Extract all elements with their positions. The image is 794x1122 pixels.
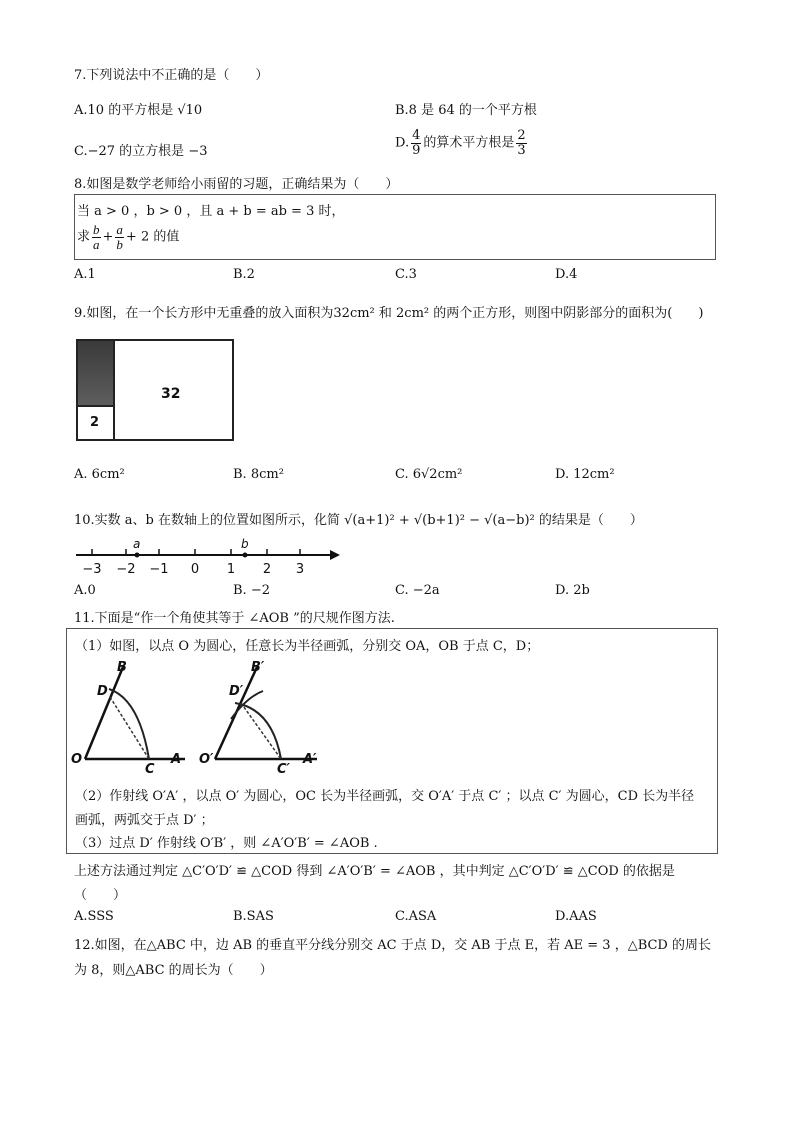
svg-text:A′: A′ [303,752,317,767]
q7-option-d [395,129,529,157]
q10-point-a [135,553,140,558]
svg-text:D′: D′ [229,684,244,699]
svg-text:O: O [71,752,83,767]
segment-c-prime-d-prime [241,703,281,759]
q9-option-c: C. 6√2cm² [395,467,463,482]
q11-conclusion-line-1: 上述方法通过判定 △C′O′D′ ≌ △COD 得到 ∠A′O′B′ = ∠AOB ，其中判定 △C′O′D′ ≌ △COD 的依据是 [74,864,675,879]
svg-text:O′: O′ [199,752,214,767]
q11-step-1: （1）如图，以点 O 为圆心，任意长为半径画弧，分别交 OA，OB 于点 C，D； [75,639,540,654]
svg-text:B′: B′ [251,660,265,675]
q8-expression: 求 $\frac{b}{a}$ + $\frac{a}{b}$ + 2 的值 [77,222,180,252]
q9-shaded-region [78,341,114,406]
q11-construction-box [66,628,718,854]
q8-stem: 8.如图是数学老师给小雨留的习题，正确结果为（ ） [74,177,399,192]
q11-option-b: B.SAS [233,909,274,924]
q10-option-a: A.0 [74,583,96,598]
svg-text:−1: −1 [149,562,169,577]
q10-stem: 10.实数 a、b 在数轴上的位置如图所示，化简 √(a+1)² + √(b+1)² − √(a−b)² 的结果是（ ） [74,513,643,528]
svg-text:B: B [117,660,127,675]
q7-option-c: C.−27 的立方根是 −3 [74,144,208,159]
svg-text:1: 1 [226,562,236,577]
segment-cd [110,697,149,759]
svg-text:3: 3 [295,562,305,577]
q11-step-2-line-2: 画弧，两弧交于点 D′ ； [75,813,214,828]
q11-step-3: （3）过点 D′ 作射线 O′B′ ，则 ∠A′O′B′ = ∠AOB . [75,836,378,851]
q9-option-a: A. 6cm² [74,467,125,482]
q11-construction-figures [67,659,347,779]
ray-ob [85,667,123,759]
q7-d-prefix: D. [395,135,410,151]
q9-option-d: D. 12cm² [555,467,615,482]
q9-stem: 9.如图，在一个长方形中无重叠的放入面积为32cm² 和 2cm² 的两个正方形，则图中阴影部分的面积为( ) [74,306,704,321]
q11-figure-original [71,660,185,777]
q12-line-1: 12.如图，在△ABC 中，边 AB 的垂直平分线分别交 AC 于点 D，交 AB 于点 E，若 AE = 3 ，△BCD 的周长 [74,938,711,953]
q10-point-b [243,553,248,558]
q11-option-c: C.ASA [395,909,437,924]
q10-tick-labels [82,562,304,577]
q7-d-fraction-2: $\frac{2}{3}$ [517,128,526,158]
q7-d-mid: 的算术平方根是 [423,135,515,151]
q7-stem: 7.下列说法中不正确的是（ ） [74,68,269,83]
q8-condition: 当 a > 0 ，b > 0 ，且 a + b = ab = 3 时， [77,204,345,219]
q8-option-a: A.1 [74,267,96,282]
q9-label-2: 2 [90,415,100,430]
svg-text:C: C [145,762,155,777]
q7-option-a: A.10 的平方根是 √10 [74,103,203,118]
svg-text:A: A [171,752,182,767]
q10-number-line [72,535,344,577]
q9-option-b: B. 8cm² [233,467,284,482]
q7-option-b: B.8 是 64 的一个平方根 [395,103,537,118]
q9-rectangle-figure [72,336,236,444]
q8-problem-box [74,194,716,260]
q11-option-a: A.SSS [74,909,114,924]
svg-text:0: 0 [190,562,200,577]
q10-option-c: C. −2a [395,583,440,598]
q10-label-a: a [133,537,141,551]
q11-stem: 11.下面是“作一个角使其等于 ∠AOB ”的尺规作图方法. [74,611,395,626]
q10-option-b: B. −2 [233,583,270,598]
q10-axis-arrow [330,550,340,560]
q9-label-32: 32 [161,386,181,402]
q8-option-c: C.3 [395,267,417,282]
svg-text:−2: −2 [116,562,136,577]
svg-text:2: 2 [262,562,272,577]
q10-option-d: D. 2b [555,583,590,598]
q10-label-b: b [241,537,249,551]
q11-option-d: D.AAS [555,909,597,924]
q8-option-b: B.2 [233,267,255,282]
svg-text:−3: −3 [82,562,102,577]
q11-conclusion-line-2: （ ） [74,888,127,903]
q12-line-2: 为 8，则△ABC 的周长为（ ） [74,963,273,978]
q11-step-2-line-1: （2）作射线 O′A′ ，以点 O′ 为圆心，OC 长为半径画弧，交 O′A′ 于点 C′ ；以点 C′ 为圆心，CD 长为半径 [75,789,695,804]
q8-option-d: D.4 [555,267,578,282]
q11-figure-copy [199,660,317,777]
svg-text:C′: C′ [277,762,290,777]
svg-text:D: D [97,684,108,699]
q7-d-fraction-1: $\frac{4}{9}$ [412,128,421,158]
